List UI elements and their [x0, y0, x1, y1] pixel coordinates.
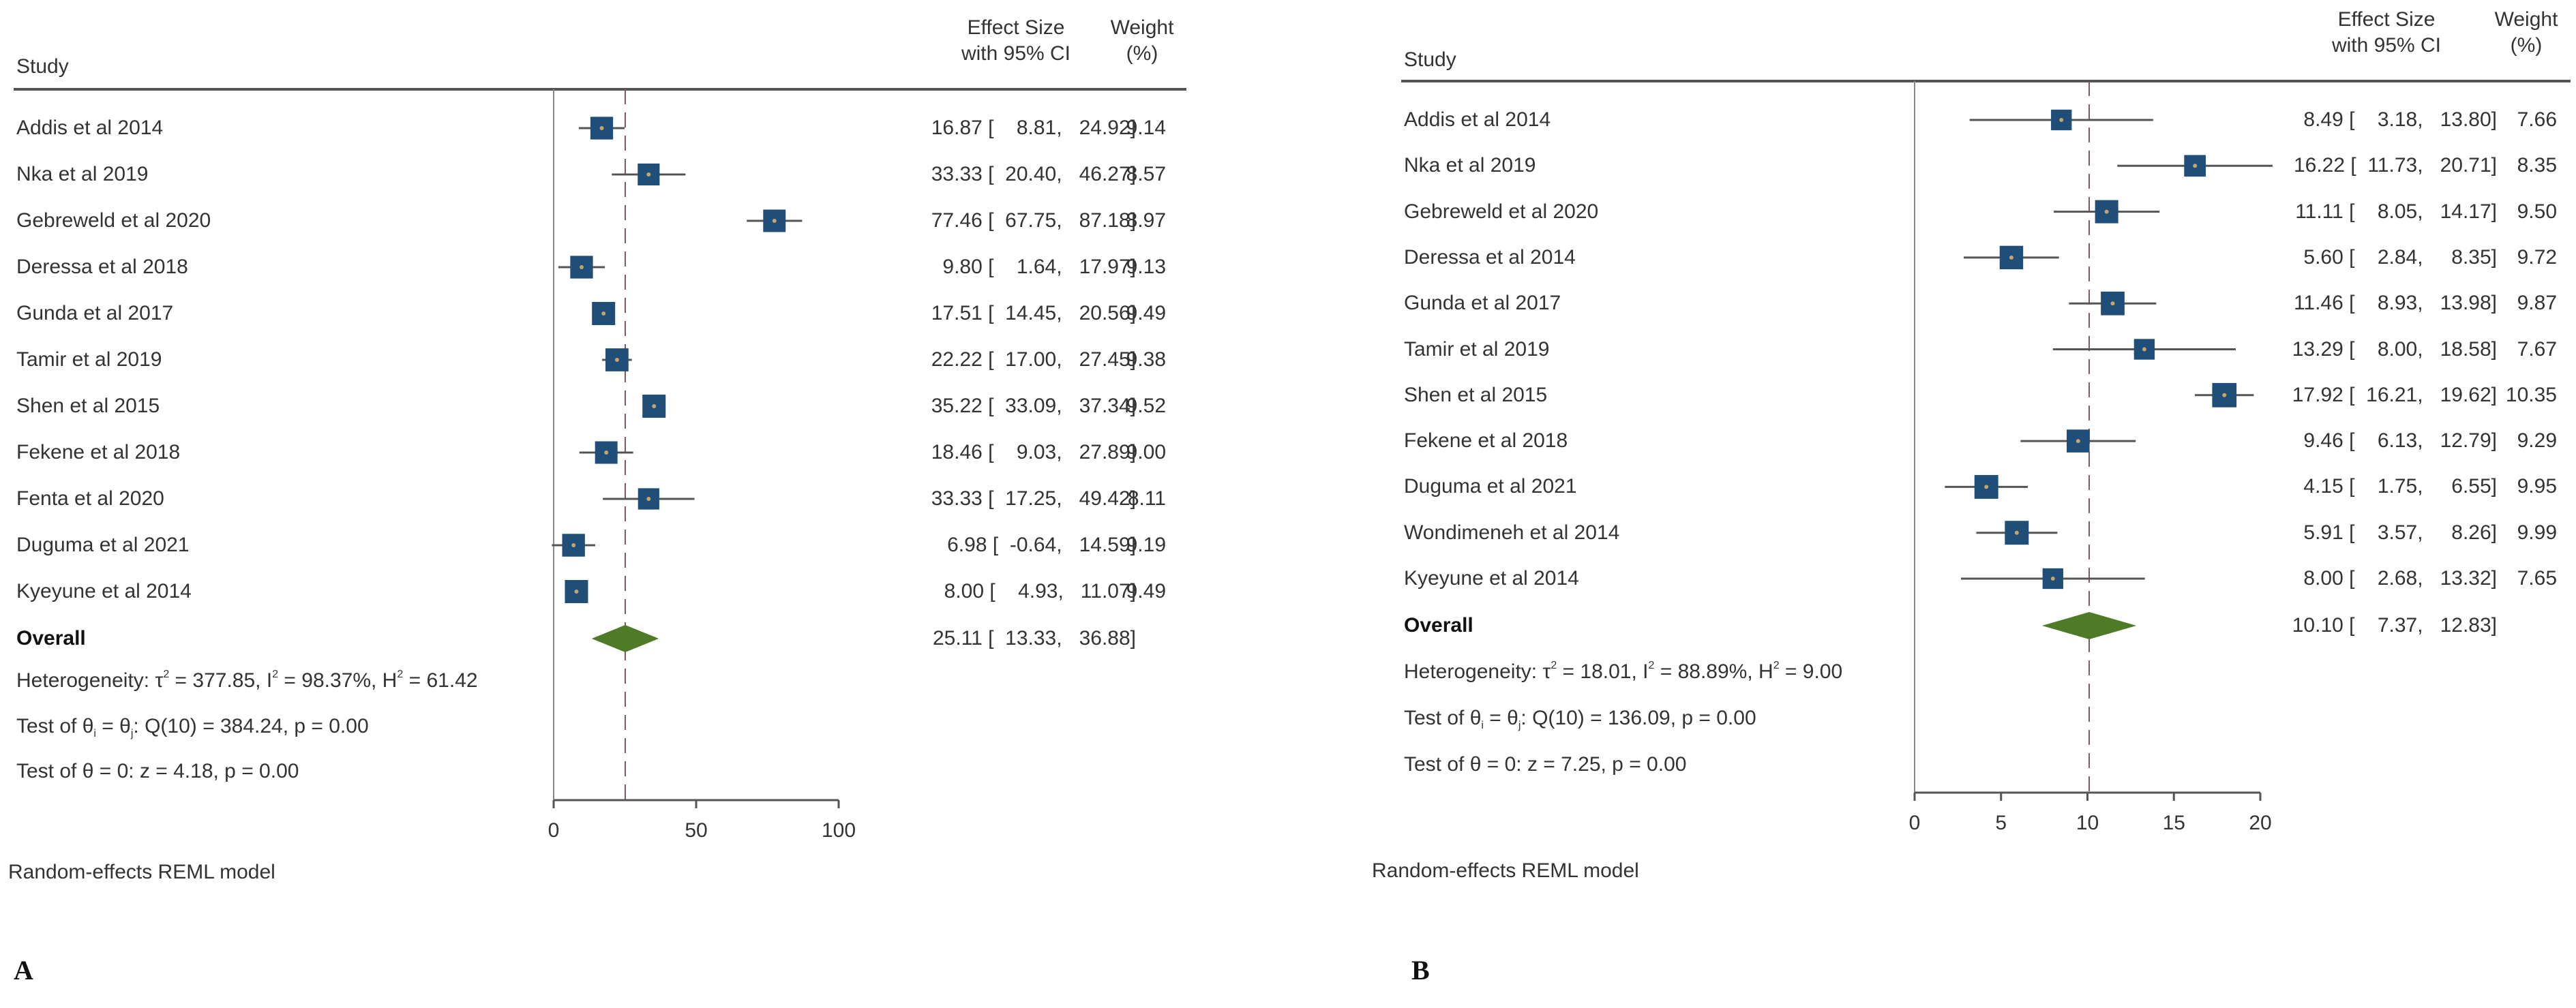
- study-name: Kyeyune et al 2014: [1404, 567, 1579, 590]
- weight-value: 8.35: [2517, 154, 2557, 177]
- x-tick-label: 0: [548, 819, 560, 842]
- effect-size-ci: 8.49 [ 3.18, 13.80]: [2303, 108, 2497, 131]
- test-z-stats: Test of θ = 0: z = 7.25, p = 0.00: [1404, 753, 1687, 776]
- study-name: Wondimeneh et al 2014: [1404, 521, 1620, 544]
- study-name: Gebreweld et al 2020: [1404, 200, 1599, 223]
- x-tick-label: 15: [2162, 812, 2185, 834]
- weight-header: Weight (%): [1110, 16, 1174, 65]
- model-label: Random-effects REML model: [1372, 859, 1639, 882]
- weight-value: 9.29: [2517, 429, 2557, 453]
- study-marker: [2054, 200, 2159, 224]
- study-name: Duguma et al 2021: [16, 534, 190, 556]
- overall-effect: 10.10 [ 7.37, 12.83]: [2292, 614, 2497, 637]
- study-marker: [1964, 246, 2059, 269]
- weight-value: 9.00: [1126, 441, 1166, 463]
- effect-size-ci: 5.91 [ 3.57, 8.26]: [2303, 521, 2497, 544]
- effect-size-ci: 17.51 [ 14.45, 20.56]: [931, 302, 1136, 324]
- effect-size-ci: 13.29 [ 8.00, 18.58]: [2292, 337, 2497, 361]
- effect-size-ci: 11.11 [ 8.05, 14.17]: [2295, 200, 2497, 223]
- study-marker: [2069, 292, 2156, 316]
- x-tick-label: 0: [1908, 812, 1921, 834]
- study-name: Nka et al 2019: [1404, 154, 1536, 177]
- weight-value: 8.97: [1126, 209, 1166, 232]
- weight-value: 7.66: [2517, 108, 2557, 131]
- effect-size-ci: 9.80 [ 1.64, 17.97]: [942, 256, 1136, 278]
- study-marker: [2020, 429, 2136, 453]
- effect-size-header: Effect Size with 95% CI: [961, 16, 1071, 65]
- weight-value: 7.67: [2517, 337, 2557, 361]
- study-header: Study: [1404, 48, 1456, 71]
- effect-size-ci: 8.00 [ 2.68, 13.32]: [2303, 567, 2497, 590]
- x-tick-label: 20: [2249, 812, 2272, 834]
- test-q-stats: Test of $\theta_i = \theta_j$: Q(10) = 136.09, p = 0.00: [1404, 707, 1756, 731]
- overall-diamond: [2042, 612, 2136, 639]
- weight-value: 9.72: [2517, 245, 2557, 269]
- x-tick-label: 100: [821, 819, 856, 842]
- study-name: Addis et al 2014: [16, 117, 164, 139]
- weight-value: 8.57: [1126, 163, 1166, 185]
- weight-value: 9.50: [2517, 200, 2557, 223]
- x-tick-label: 50: [685, 819, 708, 842]
- study-name: Gunda et al 2017: [16, 302, 174, 324]
- effect-size-ci: 9.46 [ 6.13, 12.79]: [2303, 429, 2497, 453]
- weight-value: 9.95: [2517, 475, 2557, 498]
- weight-value: 10.35: [2505, 383, 2557, 406]
- study-name: Fekene et al 2018: [1404, 429, 1568, 453]
- effect-size-ci: 8.00 [ 4.93, 11.07]: [944, 580, 1136, 602]
- effect-size-ci: 17.92 [ 16.21, 19.62]: [2292, 383, 2497, 406]
- heterogeneity-stats: Heterogeneity: $\tau^2 = 18.01$, $I^2 = 88.89\%$, $H^2 = 9.00$: [1404, 660, 1843, 683]
- weight-value: 9.13: [1126, 256, 1166, 278]
- effect-size-ci: 4.15 [ 1.75, 6.55]: [2303, 475, 2497, 498]
- x-tick-label: 5: [1995, 812, 2007, 834]
- study-marker: [1976, 521, 2057, 545]
- study-name: Gunda et al 2017: [1404, 292, 1561, 315]
- study-name: Tamir et al 2019: [16, 348, 162, 371]
- study-name: Nka et al 2019: [16, 163, 149, 185]
- weight-header: Weight (%): [2494, 8, 2558, 57]
- effect-size-ci: 33.33 [ 17.25, 49.42]: [931, 487, 1136, 510]
- effect-size-ci: 16.22 [ 11.73, 20.71]: [2293, 154, 2497, 177]
- study-name: Duguma et al 2021: [1404, 475, 1577, 498]
- study-marker: [1961, 568, 2145, 589]
- weight-value: 9.99: [2517, 521, 2557, 544]
- weight-value: 8.11: [1127, 487, 1166, 510]
- weight-value: 9.38: [1126, 348, 1166, 371]
- weight-value: 9.87: [2517, 292, 2557, 315]
- study-name: Kyeyune et al 2014: [16, 580, 192, 602]
- test-q-stats: Test of $\theta_i = \theta_j$: Q(10) = 384.24, p = 0.00: [16, 715, 369, 739]
- study-name: Shen et al 2015: [16, 395, 160, 417]
- weight-value: 7.65: [2517, 567, 2557, 590]
- effect-size-ci: 33.33 [ 20.40, 46.27]: [931, 163, 1136, 185]
- effect-size-ci: 77.46 [ 67.75, 87.18]: [931, 209, 1136, 232]
- heterogeneity-stats: Heterogeneity: $\tau^2 = 377.85$, $I^2 = 98.37\%$, $H^2 = 61.42$: [16, 669, 478, 692]
- overall-label: Overall: [16, 627, 86, 650]
- study-name: Fekene et al 2018: [16, 441, 181, 463]
- study-header: Study: [16, 55, 69, 78]
- weight-value: 9.49: [1126, 580, 1166, 602]
- effect-size-ci: 22.22 [ 17.00, 27.45]: [931, 348, 1136, 371]
- study-name: Tamir et al 2019: [1404, 337, 1550, 361]
- x-tick-label: 10: [2076, 812, 2099, 834]
- weight-value: 9.49: [1126, 302, 1166, 324]
- weight-value: 9.14: [1126, 117, 1166, 139]
- test-z-stats: Test of θ = 0: z = 4.18, p = 0.00: [16, 760, 299, 782]
- effect-size-header: Effect Size with 95% CI: [2331, 8, 2442, 57]
- study-marker: [2053, 339, 2236, 359]
- weight-value: 9.52: [1126, 395, 1166, 417]
- study-marker: [1945, 475, 2028, 499]
- effect-size-ci: 6.98 [ -0.64, 14.59]: [947, 534, 1136, 556]
- study-name: Deressa et al 2018: [16, 256, 188, 278]
- effect-size-ci: 5.60 [ 2.84, 8.35]: [2303, 245, 2497, 269]
- overall-label: Overall: [1404, 614, 1473, 637]
- study-name: Fenta et al 2020: [16, 487, 164, 510]
- model-label: Random-effects REML model: [8, 861, 275, 883]
- overall-effect: 25.11 [ 13.33, 36.88]: [932, 627, 1136, 650]
- study-name: Deressa et al 2014: [1404, 245, 1576, 269]
- effect-size-ci: 18.46 [ 9.03, 27.89]: [931, 441, 1136, 463]
- study-name: Addis et al 2014: [1404, 108, 1551, 131]
- effect-size-ci: 16.87 [ 8.81, 24.92]: [931, 117, 1136, 139]
- study-name: Gebreweld et al 2020: [16, 209, 211, 232]
- study-name: Shen et al 2015: [1404, 383, 1548, 406]
- study-marker: [1970, 110, 2153, 130]
- weight-value: 9.19: [1126, 534, 1166, 556]
- effect-size-ci: 35.22 [ 33.09, 37.34]: [931, 395, 1136, 417]
- effect-size-ci: 11.46 [ 8.93, 13.98]: [2293, 292, 2497, 315]
- panel-letter-b: B: [1411, 955, 1430, 986]
- panel-letter-a: A: [14, 955, 33, 986]
